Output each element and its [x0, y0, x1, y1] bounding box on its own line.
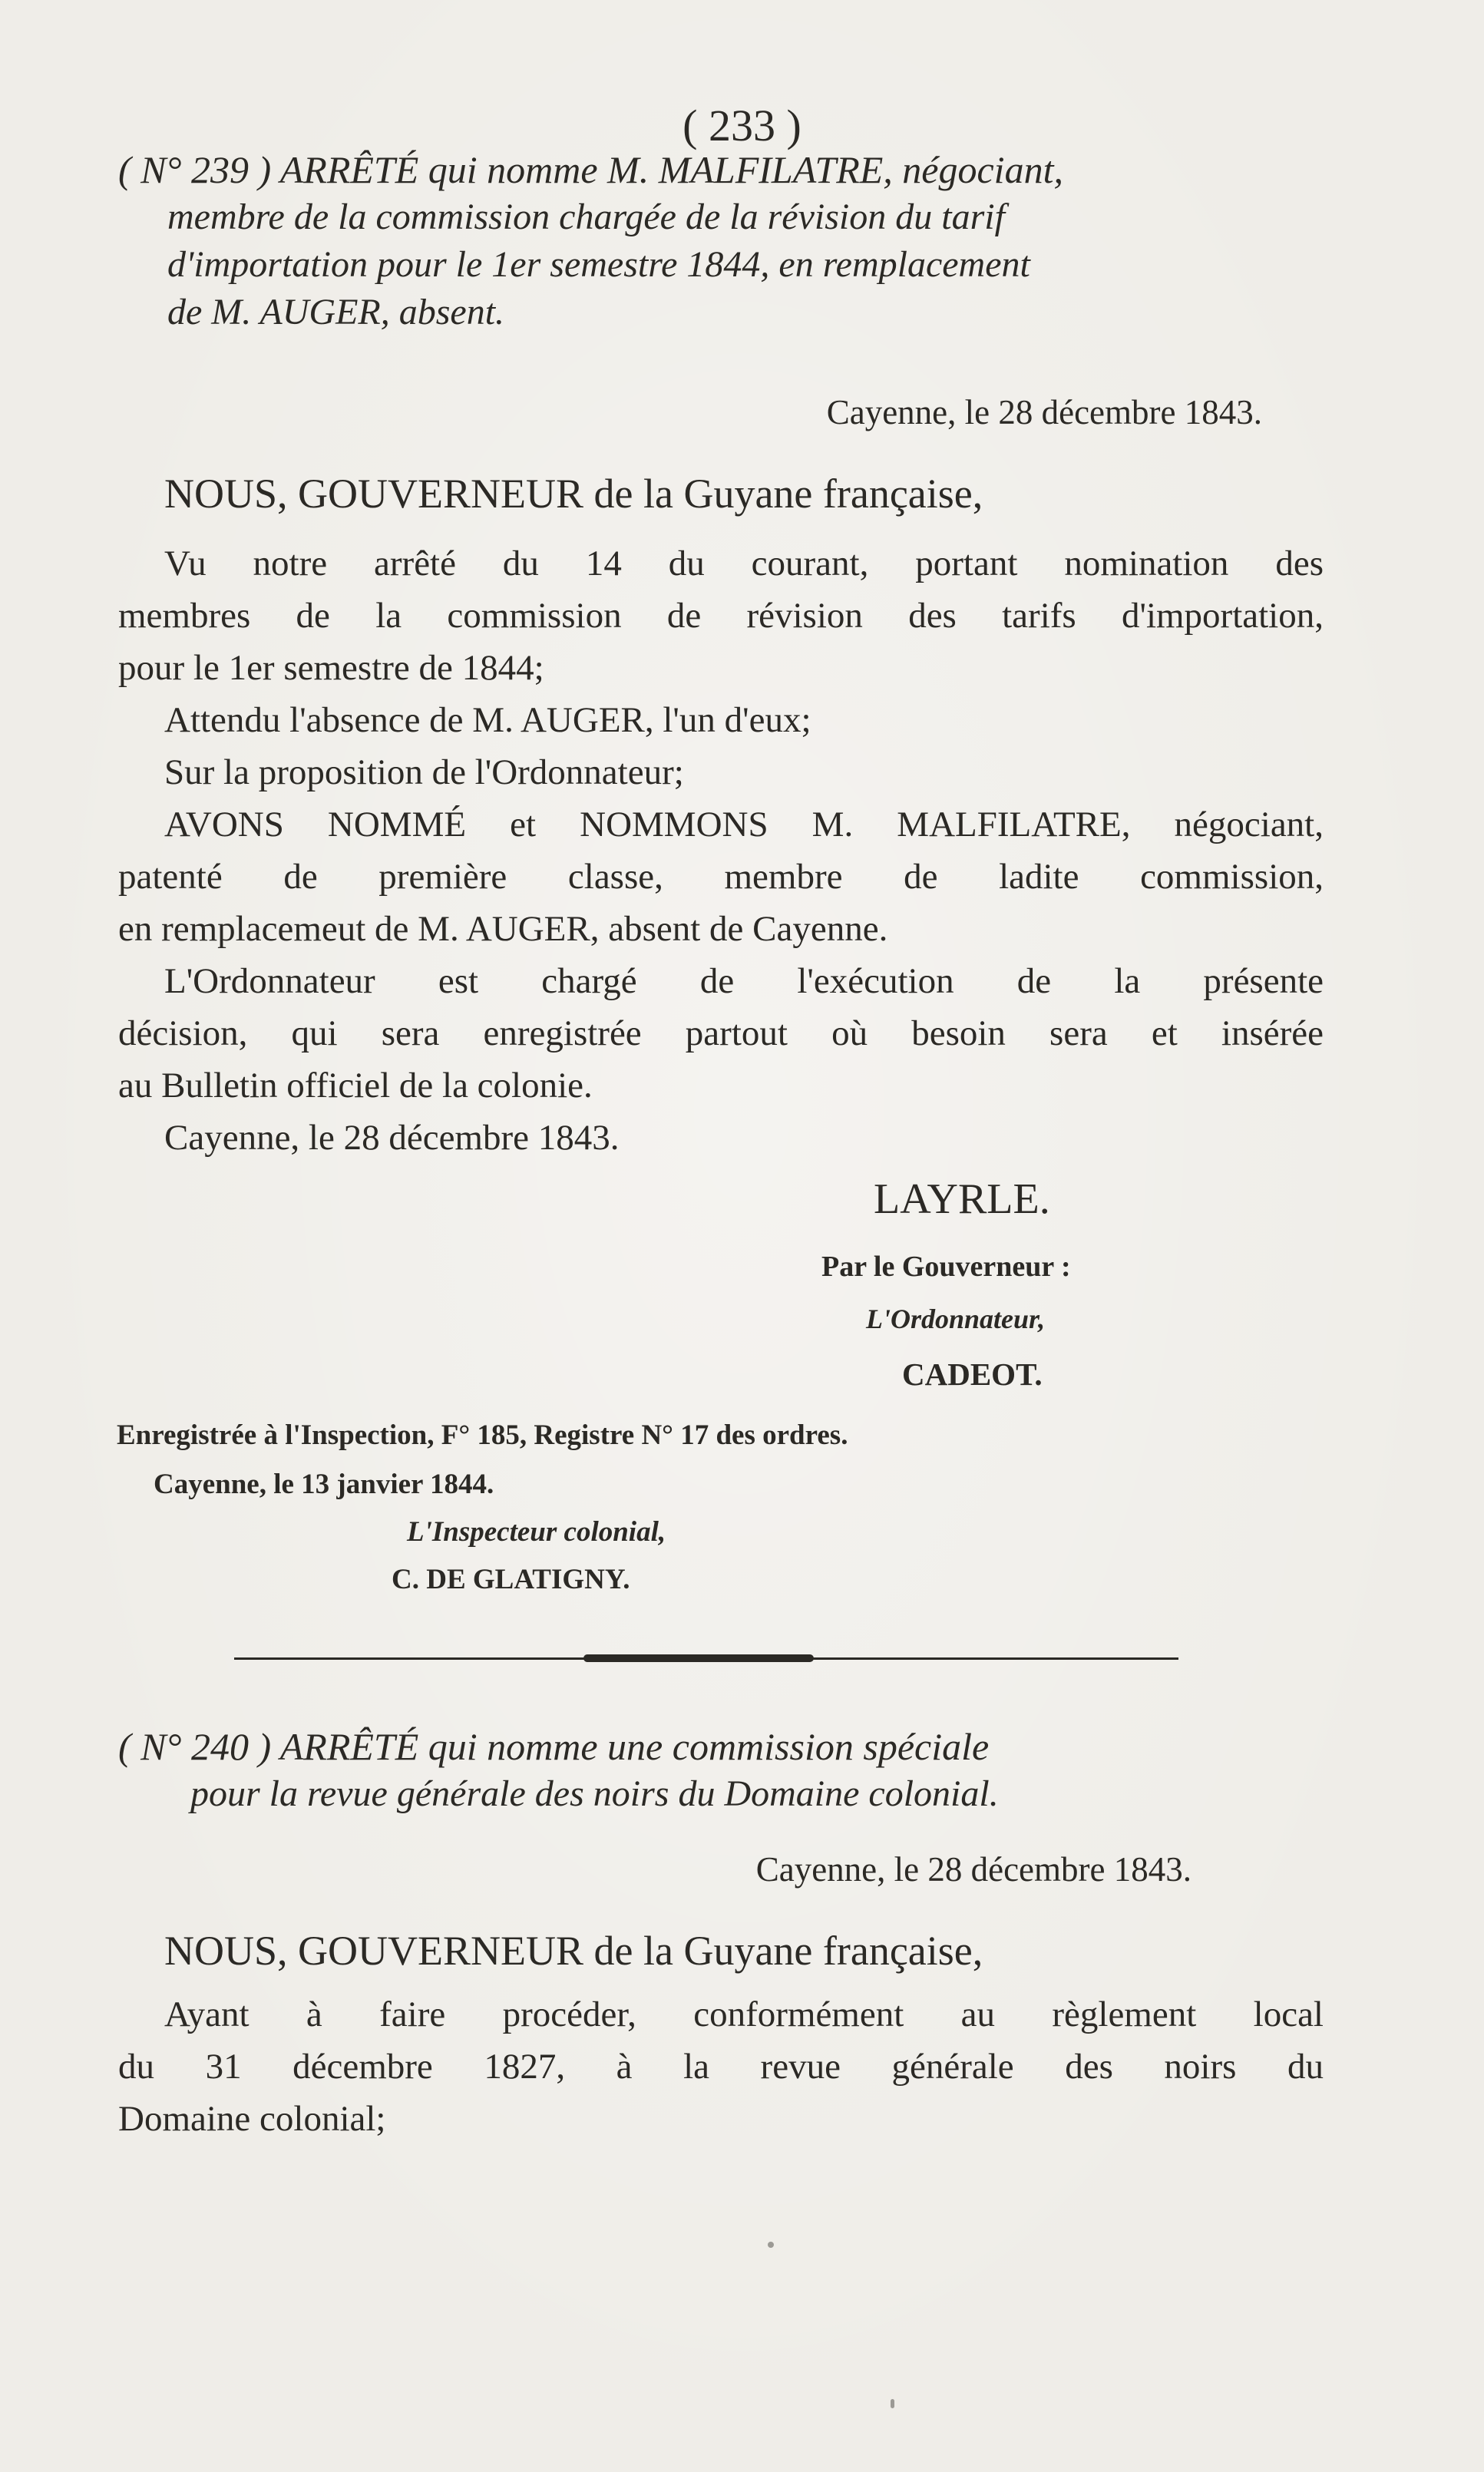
heading-line: ( N° 240 ) ARRÊTÉ qui nomme une commission spéciale	[118, 1725, 990, 1768]
body-line: pour le 1er semestre de 1844;	[118, 648, 544, 688]
body-line: patenté de première classe, membre de ladite commission,	[118, 857, 1324, 897]
body-line: Ayant à faire procéder, conformément au règlement local	[164, 1994, 1324, 2034]
body-line: Attendu l'absence de M. AUGER, l'un d'eux;	[164, 700, 811, 740]
body-line: au Bulletin officiel de la colonie.	[118, 1066, 593, 1105]
section-divider-ornament	[583, 1654, 814, 1662]
page-number: ( 233 )	[683, 101, 801, 150]
heading-line: membre de la commission chargée de la révision du tarif	[167, 197, 1005, 237]
body-line: en remplacemeut de M. AUGER, absent de Cayenne.	[118, 909, 888, 949]
registration-note: Enregistrée à l'Inspection, F° 185, Registre N° 17 des ordres.	[117, 1419, 848, 1451]
body-line: Sur la proposition de l'Ordonnateur;	[164, 752, 684, 792]
body-line: Cayenne, le 28 décembre 1843.	[164, 1118, 620, 1158]
governor-signature: LAYRLE.	[874, 1175, 1050, 1223]
place-date: Cayenne, le 28 décembre 1843.	[755, 1850, 1191, 1889]
body-line: membres de la commission de révision des tarifs d'importation,	[118, 596, 1324, 636]
heading-line: d'importation pour le 1er semestre 1844, en remplacement	[167, 244, 1030, 285]
body-line: du 31 décembre 1827, à la revue générale des noirs du	[118, 2047, 1324, 2087]
paper-speck	[891, 2399, 894, 2408]
body-line: Vu notre arrêté du 14 du courant, portant nomination des	[164, 544, 1324, 583]
decree-240-heading	[118, 1723, 1324, 1818]
by-governor: Par le Gouverneur :	[821, 1251, 1071, 1283]
heading-line: pour la revue générale des noirs du Domaine colonial.	[190, 1773, 999, 1814]
paper-speck	[768, 2242, 774, 2248]
governor-line: NOUS, GOUVERNEUR de la Guyane française,	[164, 1928, 983, 1974]
registration-date: Cayenne, le 13 janvier 1844.	[154, 1469, 494, 1500]
governor-line: NOUS, GOUVERNEUR de la Guyane française,	[164, 471, 983, 517]
heading-line: ( N° 239 ) ARRÊTÉ qui nomme M. MALFILATRE, négociant,	[118, 148, 1063, 191]
decree-239-heading	[118, 146, 1324, 336]
body-line: AVONS NOMMÉ et NOMMONS M. MALFILATRE, négociant,	[164, 805, 1324, 844]
inspector-title: L'Inspecteur colonial,	[407, 1516, 666, 1548]
ordonnateur-name: CADEOT.	[902, 1357, 1043, 1392]
body-line: L'Ordonnateur est chargé de l'exécution de la présente	[164, 961, 1324, 1001]
inspector-name: C. DE GLATIGNY.	[392, 1564, 630, 1595]
decree-239-body	[118, 537, 1324, 1164]
heading-line: de M. AUGER, absent.	[167, 292, 505, 332]
ordonnateur-title: L'Ordonnateur,	[866, 1304, 1046, 1334]
place-date: Cayenne, le 28 décembre 1843.	[826, 393, 1262, 431]
body-line: décision, qui sera enregistrée partout où besoin sera et insérée	[118, 1013, 1324, 1053]
body-line: Domaine colonial;	[118, 2099, 386, 2139]
decree-240-body	[118, 1988, 1324, 2145]
